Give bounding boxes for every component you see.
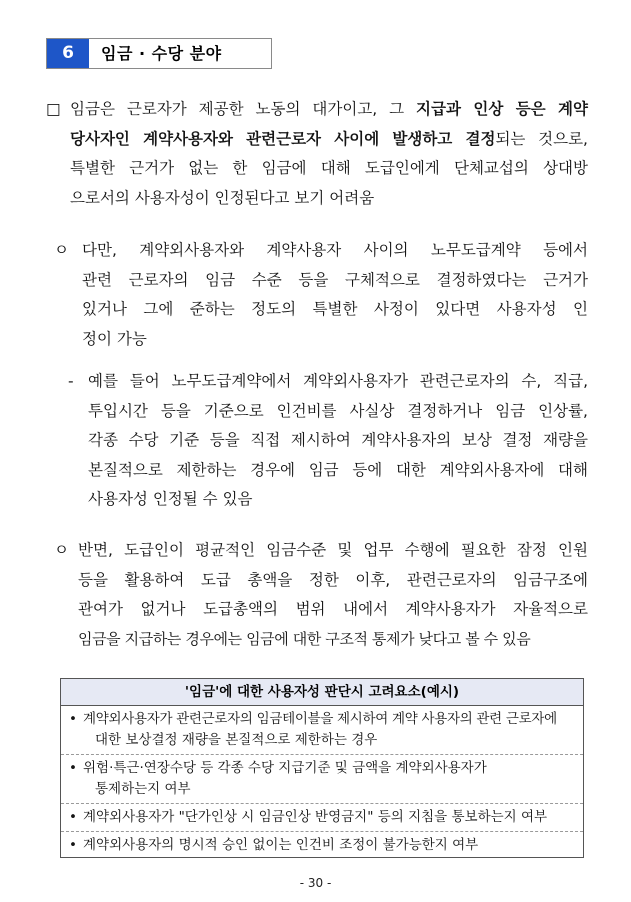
section-header <box>46 38 272 69</box>
paragraph-line: 으로서의 사용자성이 인정된다고 보기 어려움 <box>70 188 375 207</box>
paragraph-line: 특별한 근거가 없는 한 임금에 대해 도급인에게 단체교섭의 상대방 <box>70 159 588 177</box>
paragraph-line: 반면, 도급인이 평균적인 임금수준 및 업무 수행에 필요한 잠정 인원 <box>78 541 588 559</box>
paragraph-line: 사용자성 인정될 수 있음 <box>88 490 253 508</box>
box-item: • 계약외사용자가 관련근로자의 임금테이블을 제시하여 계약 사용자의 관련 근로자에 대한 보상결정 재량을 본질적으로 제한하는 경우 <box>69 711 557 748</box>
bullet-dot-icon: • <box>69 837 77 853</box>
paragraph-line: 투입시간 등을 기준으로 인건비를 사실상 결정하거나 임금 인상률, <box>88 401 588 420</box>
paragraph-line: 있거나 그에 준하는 정도의 특별한 사정이 있다면 사용자성 인 <box>82 300 588 318</box>
box-title: '임금'에 대한 사용자성 판단시 고려요소(예시) <box>61 679 583 706</box>
dash-bullet-icon: - <box>68 372 74 390</box>
paragraph-line: 임금은 근로자가 제공한 노동의 대가이고, 그 지급과 인상 등은 계약 <box>70 100 588 118</box>
circle-bullet-icon: ㅇ <box>54 241 69 259</box>
paragraph-example <box>68 367 588 515</box>
bullet-dot-icon: • <box>69 809 77 825</box>
paragraph-line: 정이 가능 <box>82 329 147 348</box>
paragraph-main <box>46 95 588 213</box>
section-number: 6 <box>47 39 89 68</box>
paragraph-line: 다만, 계약외사용자와 계약사용자 사이의 노무도급계약 등에서 <box>82 241 588 259</box>
box-item: • 계약외사용자의 명시적 승인 없이는 인건비 조정이 불가능한지 여부 <box>61 832 583 858</box>
paragraph-line: 등을 활용하여 도급 총액을 정한 이후, 관련근로자의 임금구조에 <box>78 570 588 589</box>
square-bullet-icon: □ <box>46 100 61 118</box>
paragraph-line: 관련 근로자의 임금 수준 등을 구체적으로 결정하였다는 근거가 <box>82 270 588 289</box>
section-title: 임금 · 수당 분야 <box>101 44 222 63</box>
paragraph-line: 임금을 지급하는 경우에는 임금에 대한 구조적 통제가 낮다고 볼 수 있음 <box>78 629 531 648</box>
page-number: - 30 - <box>299 876 332 890</box>
box-item: • 계약외사용자가 "단가인상 시 임금인상 반영금지" 등의 지침을 통보하는지 여부 <box>61 804 583 831</box>
paragraph-line: 본질적으로 제한하는 경우에 임금 등에 대한 계약외사용자에 대해 <box>88 460 588 479</box>
box-item: • 위험·특근·연장수당 등 각종 수당 지급기준 및 금액을 계약외사용자가 통제하는지 여부 <box>69 760 487 797</box>
paragraph-sub-1 <box>54 236 588 354</box>
paragraph-line: 관여가 없거나 도급총액의 범위 내에서 계약사용자가 자율적으로 <box>78 600 588 618</box>
considerations-box <box>60 678 584 858</box>
bullet-dot-icon: • <box>69 760 77 776</box>
circle-bullet-icon: ㅇ <box>54 541 69 559</box>
paragraph-line: 예를 들어 노무도급계약에서 계약외사용자가 관련근로자의 수, 직급, <box>88 372 588 390</box>
paragraph-sub-2 <box>54 536 588 654</box>
paragraph-line: 당사자인 계약사용자와 관련근로자 사이에 발생하고 결정되는 것으로, <box>70 129 588 148</box>
bullet-dot-icon: • <box>69 711 77 727</box>
paragraph-line: 각종 수당 기준 등을 직접 제시하여 계약사용자의 보상 결정 재량을 <box>88 431 588 449</box>
